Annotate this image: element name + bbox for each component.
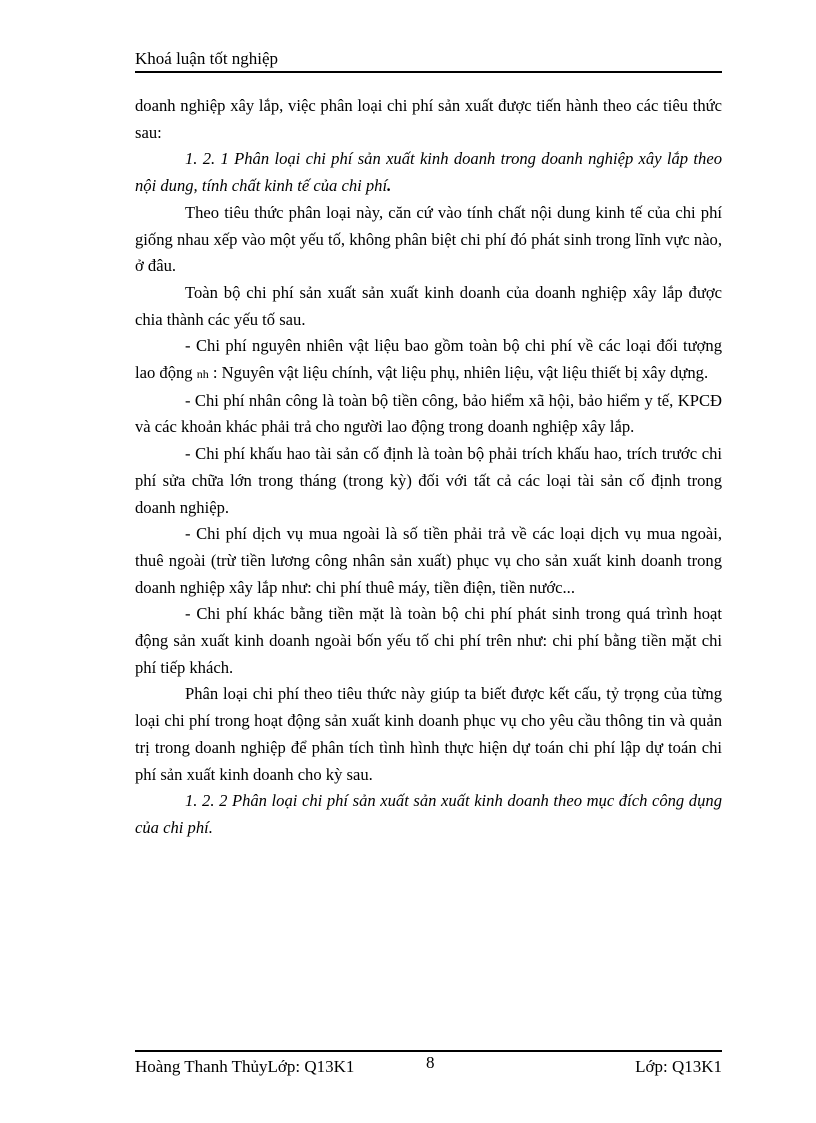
paragraph-criteria: Theo tiêu thức phân loại này, căn cứ vào tính chất nội dung kinh tế của chi phí giống nhau xếp vào một yếu tố, không phân biệt chi phí đó phát sinh trong lĩnh vực nào, ở đâu. [135,202,722,276]
list-item-materials-text-a: - Chi phí nguyên nhiên vật liệu bao gồm toàn bộ chi phí về các loại đối tượng lao động [135,336,722,383]
header-divider [135,71,722,73]
list-item-labor: - Chi phí nhân công là toàn bộ tiền công, bảo hiểm xã hội, bảo hiểm y tế, KPCĐ và các khoản khác phải trả cho người lao động trong doanh nghiệp xây lắp. [135,390,722,437]
page-header-title: Khoá luận tốt nghiệp [135,49,279,68]
footer-class: Lớp: Q13K1 [635,1057,722,1076]
page-number: 8 [426,1053,435,1072]
paragraph-cost-elements: Toàn bộ chi phí sản xuất sản xuất kinh doanh của doanh nghiệp xây lắp được chia thành các yếu tố sau. [135,282,722,329]
list-item-materials-note: nh [196,367,209,382]
list-item-materials [135,333,722,387]
list-item-materials-text-b: : Nguyên vật liệu chính, vật liệu phụ, nhiên liệu, vật liệu thiết bị xây dựng. [212,363,709,383]
section-heading-1-2-1-text: 1. 2. 1 Phân loại chi phí sản xuất kinh doanh trong doanh nghiệp xây lắp theo nội dung, tính chất kinh tế của chi phí [135,149,722,196]
paragraph-intro: doanh nghiệp xây lắp, việc phân loại chi phí sản xuất được tiến hành theo các tiêu thức sau: [135,96,722,142]
paragraph-purpose: Phân loại chi phí theo tiêu thức này giúp ta biết được kết cấu, tỷ trọng của từng loại chi phí trong hoạt động sản xuất kinh doanh phục vụ cho yêu cầu thông tin và quản trị trong doanh nghiệp để phân tích tình hình thực hiện dự toán chi phí lập dự toán chi phí sản xuất kinh doanh cho kỳ sau. [135,684,722,784]
page-body [135,93,722,842]
list-item-services: - Chi phí dịch vụ mua ngoài là số tiền phải trả về các loại dịch vụ mua ngoài, thuê ngoài (trừ tiền lương công nhân sản xuất) phục vụ cho sản xuất kinh doanh trong doanh nghiệp xây lắp như: chi phí thuê máy, tiền điện, tiền nước... [135,524,722,597]
section-heading-1-2-1-period: . [387,176,392,196]
list-item-depreciation: - Chi phí khấu hao tài sản cố định là toàn bộ phải trích khấu hao, trích trước chi phí sửa chữa lớn trong tháng (trong kỳ) đối với tất cả các loại tài sản cố định trong doanh nghiệp. [135,444,722,517]
section-heading-1-2-1 [135,146,722,199]
section-heading-1-2-2: 1. 2. 2 Phân loại chi phí sản xuất sản xuất kinh doanh theo mục đích công dụng của chi phí. [135,791,722,837]
list-item-other-cash: - Chi phí khác bằng tiền mặt là toàn bộ chi phí phát sinh trong quá trình hoạt động sản xuất kinh doanh ngoài bốn yếu tố chi phí trên như: chi phí bằng tiền mặt chi phí tiếp khách. [135,604,722,677]
footer-author: Hoàng Thanh ThủyLớp: Q13K1 [135,1057,355,1076]
